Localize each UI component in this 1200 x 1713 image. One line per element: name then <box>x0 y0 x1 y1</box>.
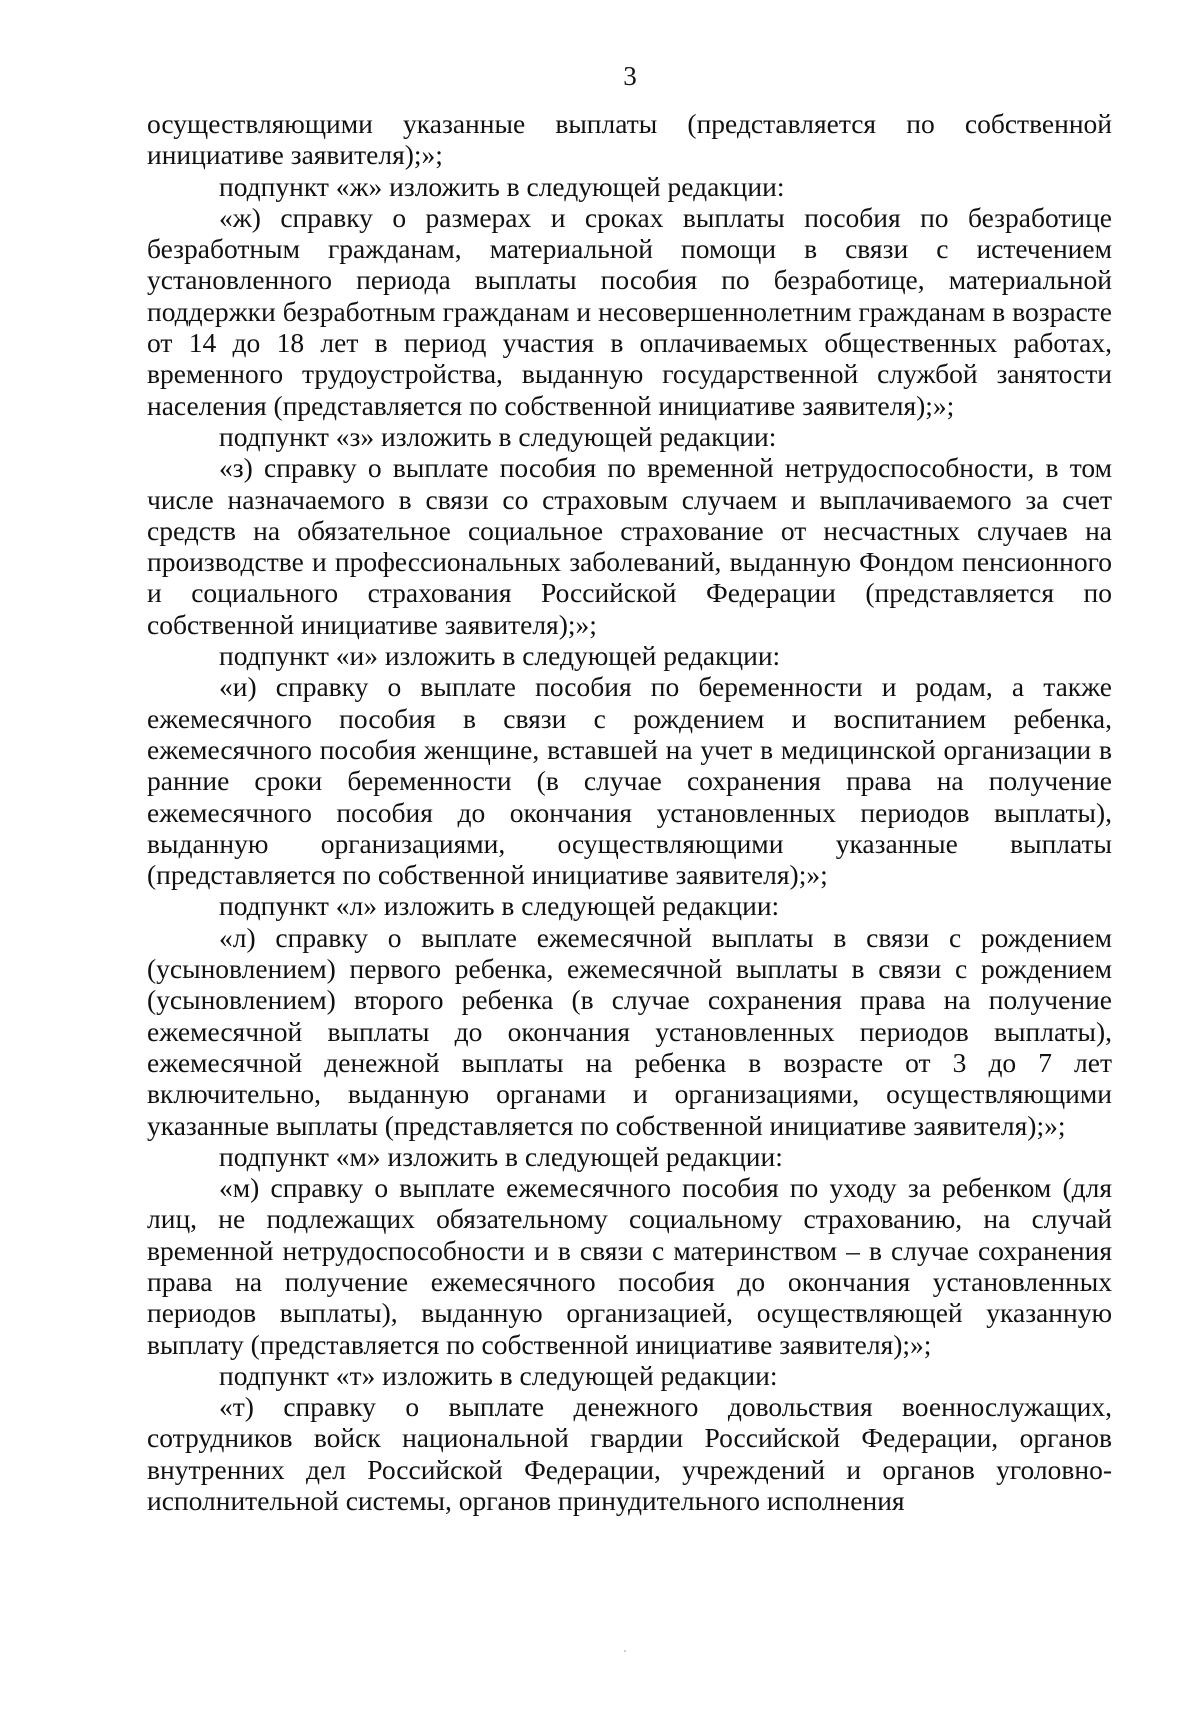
paragraph-item-i: «и) справку о выплате пособия по беременности и родам, а также ежемесячного пособия в связи с рождением и воспитанием ребенка, ежемесячного пособия женщине, вставшей на учет в медицинской организации в ранние сроки беременности (в случае сохранения права на получение ежемесячного пособия до окончания установленных периодов выплаты), выданную организациями, осуществляющими указанные выплаты (представляется по собственной инициативе заявителя);»; <box>147 671 1112 891</box>
paragraph-continuation: осуществляющими указанные выплаты (представляется по собственной инициативе заявителя);»; <box>147 108 1112 171</box>
paragraph-subitem-i-heading: подпункт «и» изложить в следующей редакции: <box>219 640 781 672</box>
paragraph-item-m: «м) справку о выплате ежемесячного пособия по уходу за ребенком (для лиц, не подлежащих обязательному социальному страхованию, на случай временной нетрудоспособности и в связи с материнством – в случае сохранения права на получение ежемесячного пособия до окончания установленных периодов выплаты), выданную организацией, осуществляющей указанную выплату (представляется по собственной инициативе заявителя);»; <box>147 1172 1112 1360</box>
page-number: 3 <box>623 61 637 91</box>
paragraph-subitem-t-heading: подпункт «т» изложить в следующей редакции: <box>219 1359 778 1391</box>
scan-speck <box>624 1650 626 1652</box>
paragraph-subitem-z-heading: подпункт «з» изложить в следующей редакции: <box>219 420 777 452</box>
paragraph-item-z: «з) справку о выплате пособия по временной нетрудоспособности, в том числе назначаемого в связи со страховым случаем и выплачиваемого за счет средств на обязательное социальное страхование от несчастных случаев на производстве и профессиональных заболеваний, выданную Фондом пенсионного и социального страхования Российской Федерации (представляется по собственной инициативе заявителя);»; <box>147 452 1112 640</box>
document-body <box>147 108 1112 1516</box>
paragraph-subitem-l-heading: подпункт «л» изложить в следующей редакции: <box>219 890 780 922</box>
paragraph-subitem-m-heading: подпункт «м» изложить в следующей редакции: <box>219 1140 783 1172</box>
paragraph-item-zh: «ж) справку о размерах и сроках выплаты пособия по безработице безработным гражданам, материальной помощи в связи с истечением установленного периода выплаты пособия по безработице, материальной поддержки безработным гражданам и несовершеннолетним гражданам в возрасте от 14 до 18 лет в период участия в оплачиваемых общественных работах, временного трудоустройства, выданную государственной службой занятости населения (представляется по собственной инициативе заявителя);»; <box>147 201 1112 421</box>
paragraph-item-t: «т) справку о выплате денежного довольствия военнослужащих, сотрудников войск национальной гвардии Российской Федерации, органов внутренних дел Российской Федерации, учреждений и органов уголовно-исполнительной системы, органов принудительного исполнения <box>147 1391 1112 1517</box>
paragraph-subitem-zh-heading: подпункт «ж» изложить в следующей редакции: <box>219 170 785 202</box>
paragraph-item-l: «л) справку о выплате ежемесячной выплаты в связи с рождением (усыновлением) первого ребенка, ежемесячной выплаты в связи с рождением (усыновлением) второго ребенка (в случае сохранения права на получение ежемесячной выплаты до окончания установленных периодов выплаты), ежемесячной денежной выплаты на ребенка в возрасте от 3 до 7 лет включительно, выданную органами и организациями, осуществляющими указанные выплаты (представляется по собственной инициативе заявителя);»; <box>147 921 1112 1141</box>
